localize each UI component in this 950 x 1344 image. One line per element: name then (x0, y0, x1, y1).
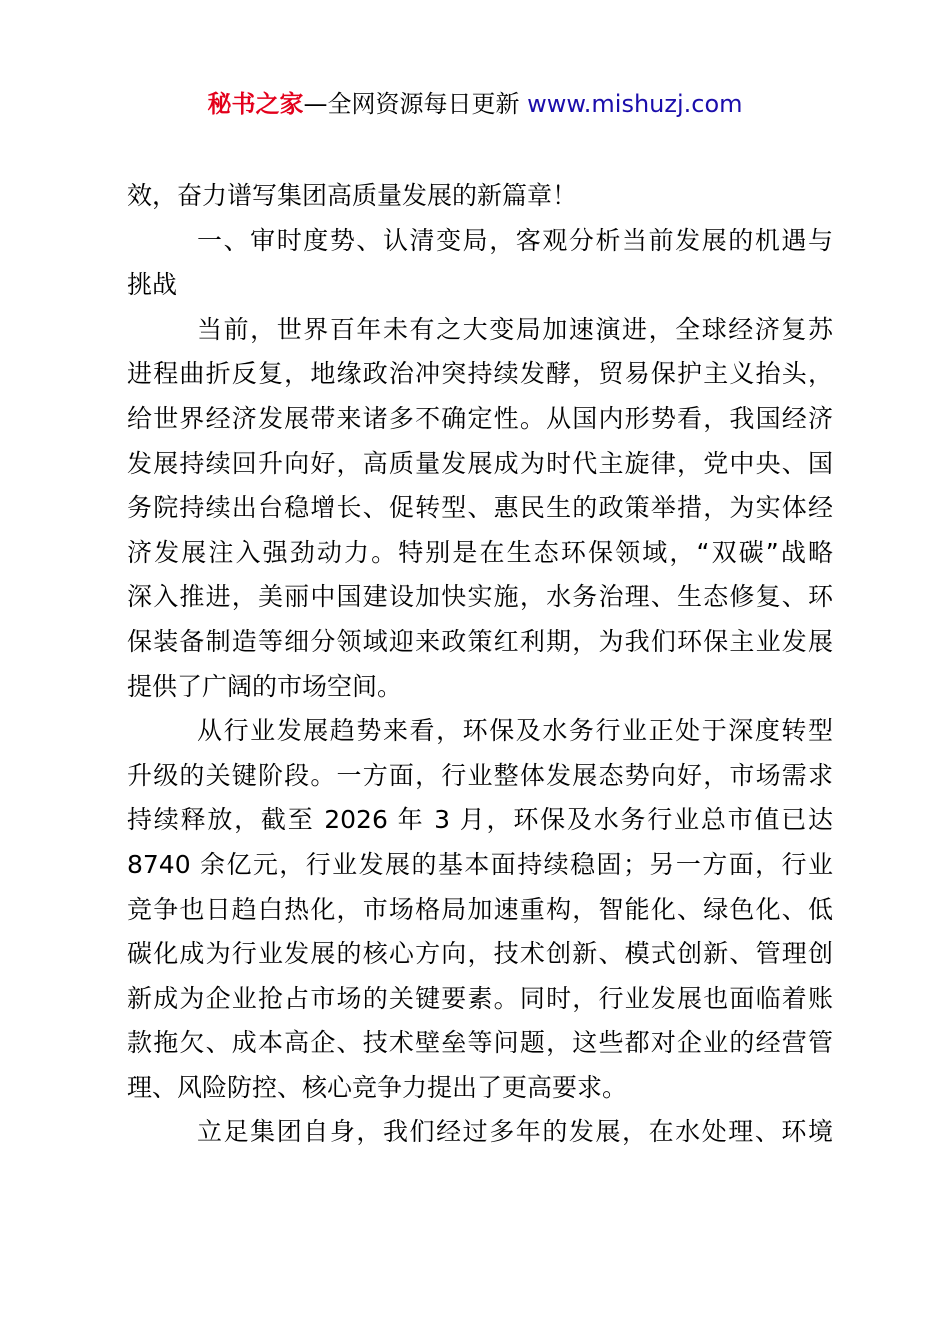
text-line: 进程曲折反复，地缘政治冲突持续发酵，贸易保护主义抬头， (127, 359, 833, 389)
header-tagline: —全网资源每日更新 (303, 90, 520, 118)
text-line: 效，奋力谱写集团高质量发展的新篇章！ (127, 181, 578, 210)
document-body (127, 174, 833, 1155)
text-line: 提供了广阔的市场空间。 (127, 671, 403, 701)
text-line: 发展持续回升向好，高质量发展成为时代主旋律，党中央、国 (127, 448, 833, 478)
text-line: 当前，世界百年未有之大变局加速演进，全球经济复苏 (197, 314, 833, 344)
text-line: 理、风险防控、核心竞争力提出了更高要求。 (127, 1072, 628, 1102)
text-line: 款拖欠、成本高企、技术壁垒等问题，这些都对企业的经营管 (127, 1028, 833, 1058)
text-line: 持续释放，截至 2026 年 3 月，环保及水务行业总市值已达 (127, 805, 833, 835)
text-line: 立足集团自身，我们经过多年的发展，在水处理、环境 (197, 1117, 833, 1147)
brand-name: 秘书之家 (207, 90, 304, 118)
text-line: 新成为企业抢占市场的关键要素。同时，行业发展也面临着账 (127, 983, 833, 1013)
text-line: 深入推进，美丽中国建设加快实施，水务治理、生态修复、环 (127, 582, 833, 612)
text-line: 升级的关键阶段。一方面，行业整体发展态势向好，市场需求 (127, 760, 833, 790)
text-line: 保装备制造等细分领域迎来政策红利期，为我们环保主业发展 (127, 626, 833, 656)
text-line: 碳化成为行业发展的核心方向，技术创新、模式创新、管理创 (127, 939, 833, 969)
text-line: 从行业发展趋势来看，环保及水务行业正处于深度转型 (197, 716, 833, 746)
text-line: 务院持续出台稳增长、促转型、惠民生的政策举措，为实体经 (127, 493, 833, 523)
text-line: 给世界经济发展带来诸多不确定性。从国内形势看，我国经济 (127, 403, 833, 433)
text-line: 竞争也日趋白热化，市场格局加速重构，智能化、绿色化、低 (127, 894, 833, 924)
section-heading-line: 挑战 (127, 270, 178, 300)
site-url-link[interactable]: www.mishuzj.com (527, 90, 743, 118)
page-header (0, 86, 950, 122)
section-heading-line: 一、审时度势、认清变局，客观分析当前发展的机遇与 (197, 225, 833, 255)
text-line: 8740 余亿元，行业发展的基本面持续稳固；另一方面，行业 (127, 849, 833, 879)
text-line: 济发展注入强劲动力。特别是在生态环保领域，“双碳”战略 (127, 537, 833, 567)
